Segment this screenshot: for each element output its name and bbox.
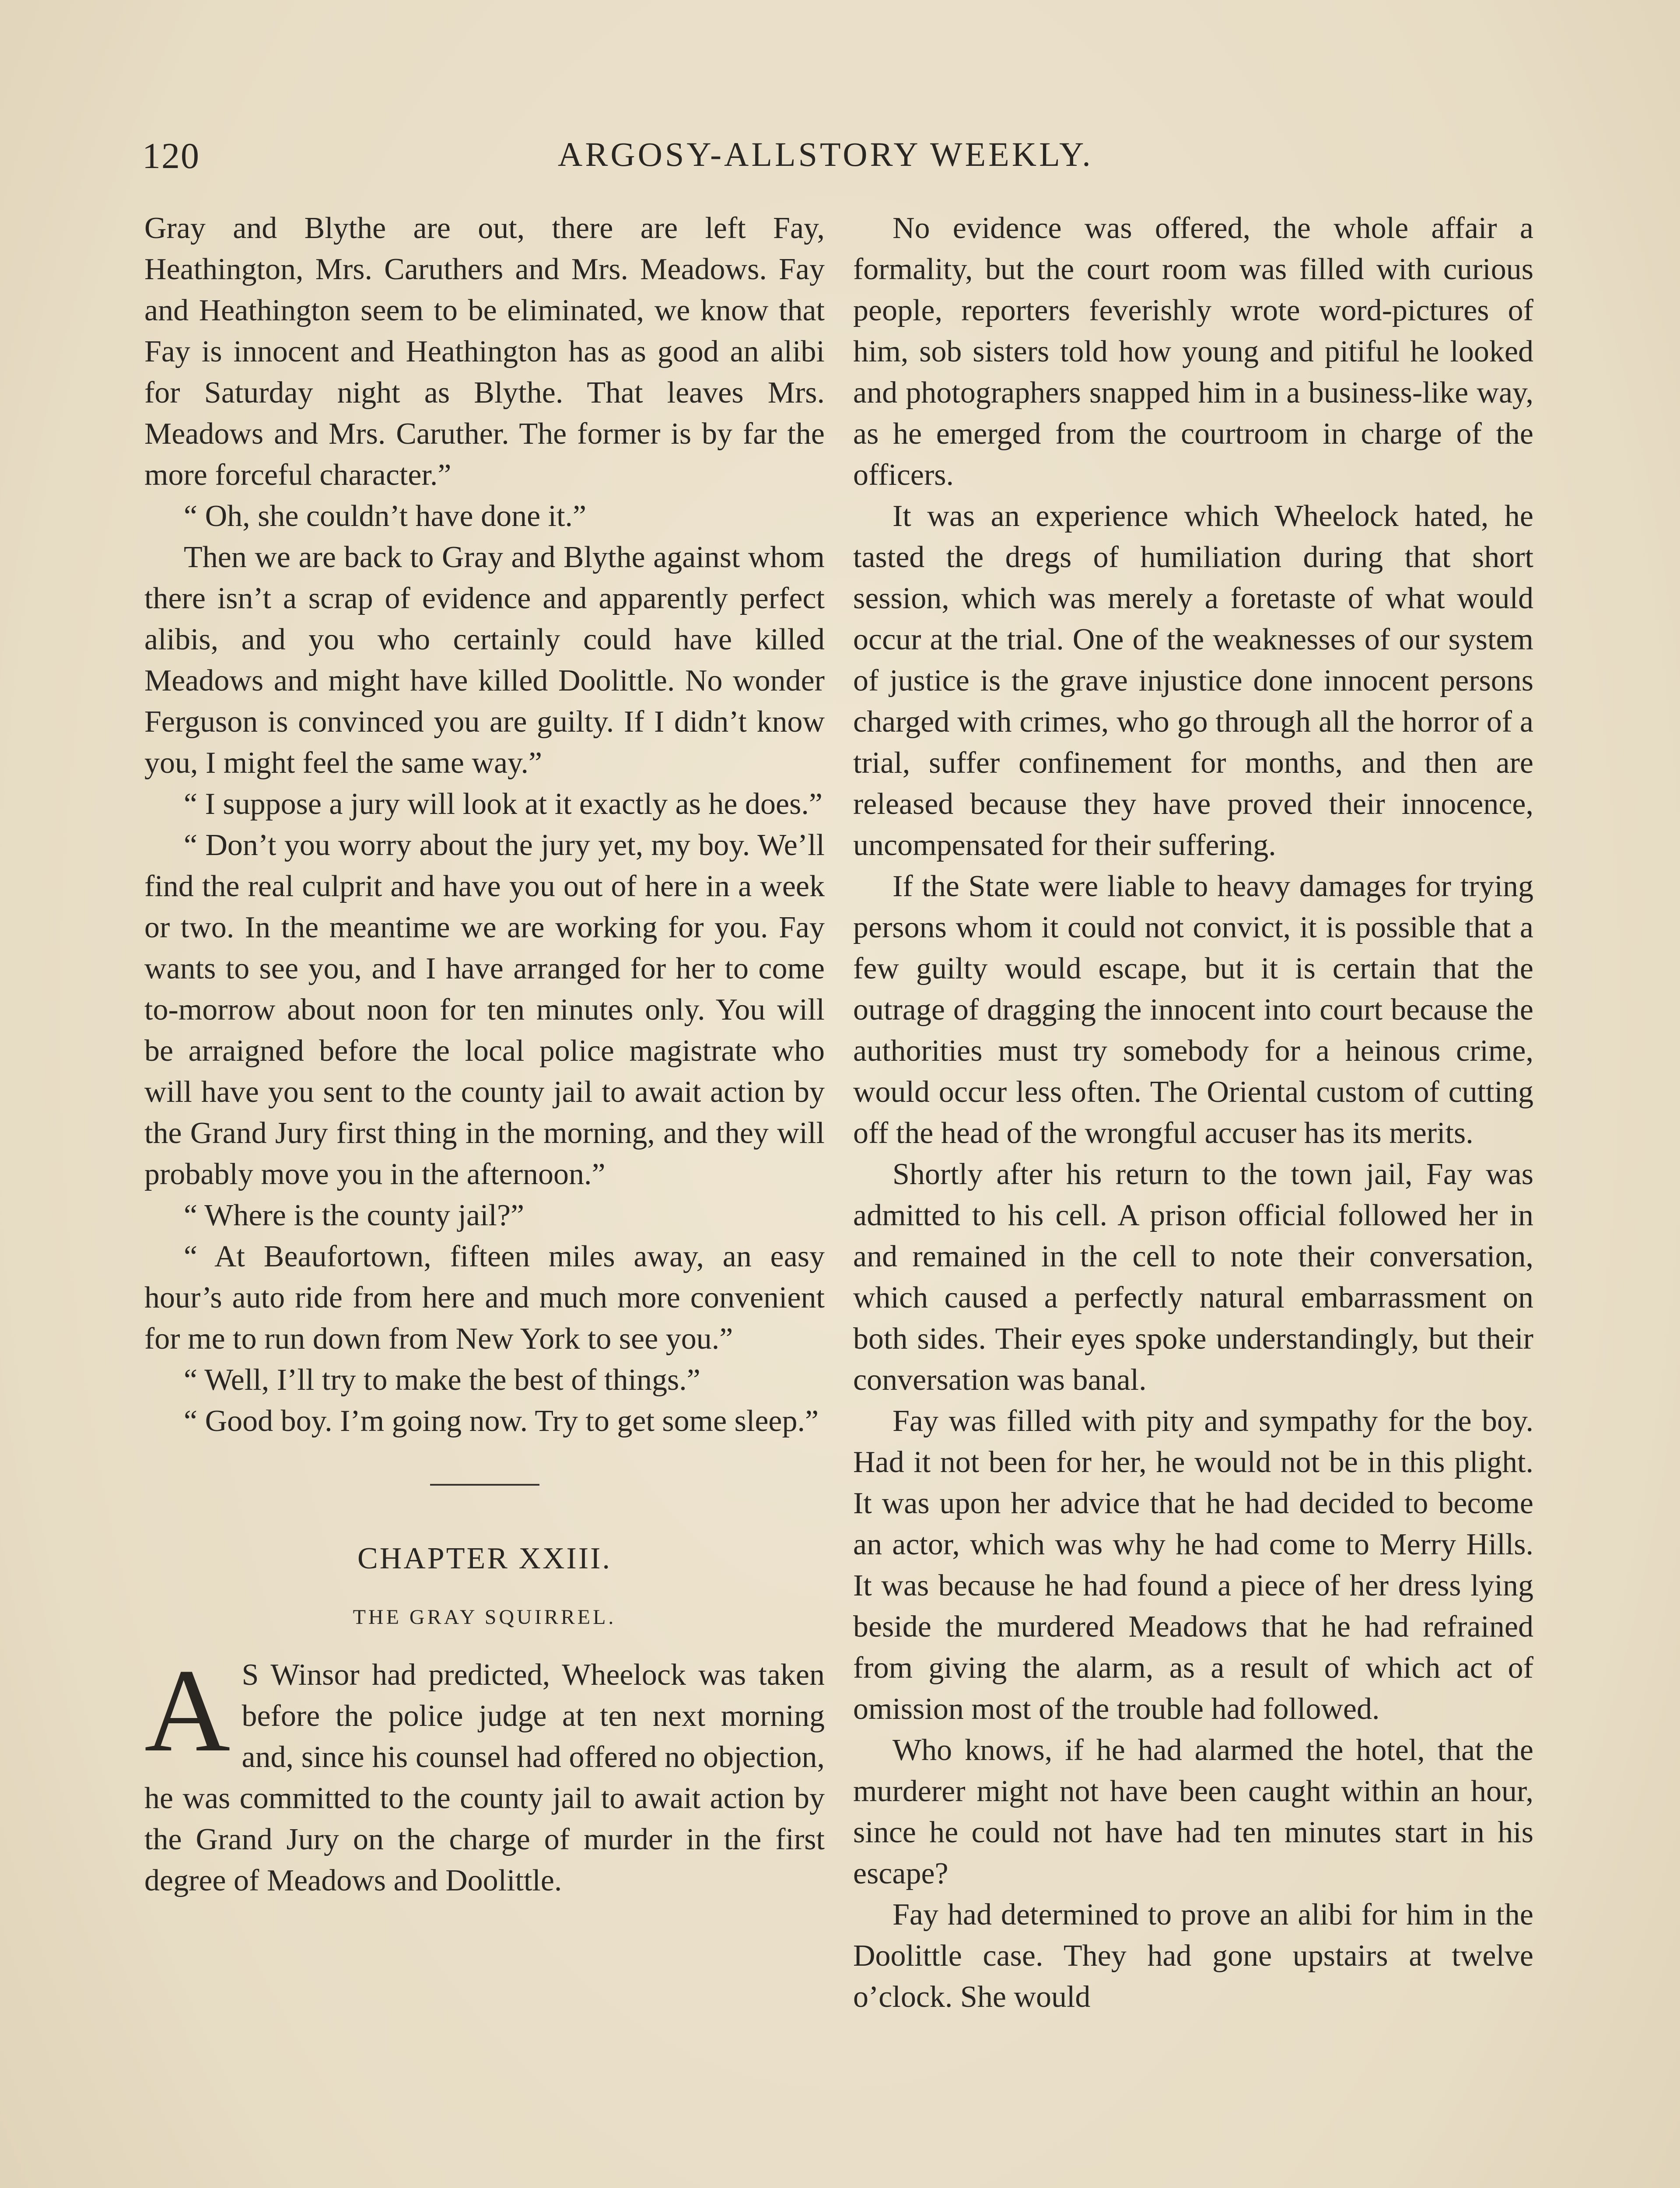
paragraph: Fay was filled with pity and sympathy for the boy. Had it not been for her, he would not be in this plight. It was upon her advice that he had decided to become an actor, which was why he had come to Merry Hills. It was because he had found a piece of her dress lying beside the murdered Meadows that he had refrained from giving the alarm, as a result of which act of omission most of the trouble had followed. xyxy=(853,1404,1533,1726)
paragraph: It was an experience which Wheelock hated, he tasted the dregs of humiliation during that short session, which was merely a foretaste of what would occur at the trial. One of the weaknesses of our system of justice is the grave injustice done innocent persons charged with crimes, who go through all the horror of a trial, suffer confinement for months, and then are released because they have proved their innocence, uncompensated for their suffering. xyxy=(853,499,1533,862)
chapter-opening-paragraph xyxy=(144,1645,825,1901)
paragraph: “ At Beaufortown, fifteen miles away, an easy hour’s auto ride from here and much more convenient for me to run down from New York to see you.” xyxy=(144,1240,825,1356)
paragraph: “ Don’t you worry about the jury yet, my boy. We’ll find the real culprit and have you out of here in a week or two. In the meantime we are working for you. Fay wants to see you, and I have arranged for her to come to-morrow about noon for ten minutes only. You will be arraigned before the local police magistrate who will have you sent to the county jail to await action by the Grand Jury first thing in the morning, and they will probably move you in the afternoon.” xyxy=(144,828,825,1191)
paragraph: “ Good boy. I’m going now. Try to get some sleep.” xyxy=(184,1404,819,1438)
running-title: ARGOSY-ALLSTORY WEEKLY. xyxy=(558,135,1093,173)
left-column xyxy=(144,208,825,1901)
chapter-subtitle: THE GRAY SQUIRREL. xyxy=(353,1606,616,1629)
paragraph: If the State were liable to heavy damages for trying persons whom it could not convict, it is possible that a few guilty would escape, but it is certain that the outrage of dragging the innocent into court because the authorities must try somebody for a heinous crime, would occur less often. The Oriental custom of cutting off the head of the wrongful accuser has its merits. xyxy=(853,870,1533,1150)
paragraph: Then we are back to Gray and Blythe against whom there isn’t a scrap of evidence and apparently perfect alibis, and you who certainly could have killed Meadows and might have killed Doolittle. No wonder Ferguson is convinced you are guilty. If I didn’t know you, I might feel the same way.” xyxy=(144,540,825,780)
paragraph: Gray and Blythe are out, there are left Fay, Heathington, Mrs. Caruthers and Mrs. Meadows. Fay and Heathington seem to be eliminated, we know that Fay is innocent and Heathington has as good an alibi for Saturday night as Blythe. That leaves Mrs. Meadows and Mrs. Caruther. The former is by far the more forceful character.” xyxy=(144,211,825,492)
section-divider xyxy=(430,1484,539,1486)
chapter-heading: CHAPTER XXIII. xyxy=(357,1542,612,1575)
paragraph: “ Oh, she couldn’t have done it.” xyxy=(184,499,587,533)
paragraph: Shortly after his return to the town jail, Fay was admitted to his cell. A prison official followed her in and remained in the cell to note their conversation, which caused a perfectly natural embarrassment on both sides. Their eyes spoke understandingly, but their conversation was banal. xyxy=(853,1157,1533,1397)
paragraph: Fay had determined to prove an alibi for him in the Doolittle case. They had gone upstairs at twelve o’clock. She would xyxy=(853,1898,1533,2014)
page-number: 120 xyxy=(142,136,200,176)
paragraph: “ Well, I’ll try to make the best of things.” xyxy=(184,1363,700,1397)
paragraph: Who knows, if he had alarmed the hotel, that the murderer might not have been caught within an hour, since he could not have had ten minutes start in his escape? xyxy=(853,1733,1533,1890)
paragraph: No evidence was offered, the whole affair a formality, but the court room was filled with curious people, reporters feverishly wrote word-pictures of him, sob sisters told how young and pitiful he looked and photographers snapped him in a business-like way, as he emerged from the courtroom in charge of the officers. xyxy=(853,211,1533,492)
page-header xyxy=(142,127,1538,184)
paragraph: “ I suppose a jury will look at it exactly as he does.” xyxy=(184,787,822,821)
paragraph: “ Where is the county jail?” xyxy=(184,1199,525,1232)
opening-paragraph-text: S Winsor had predicted, Wheelock was taken before the police judge at ten next morning and, since his counsel had offered no objection, he was committed to the county jail to await action by the Grand Jury on the charge of murder in the first degree of Meadows and Doolittle. xyxy=(144,1658,825,1897)
drop-cap: A xyxy=(144,1645,231,1776)
right-column xyxy=(853,208,1533,2018)
